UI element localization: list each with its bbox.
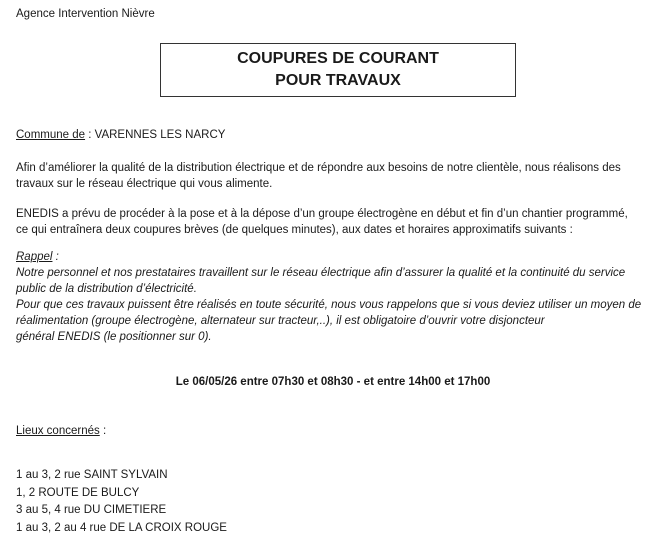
commune-label: Commune de [16, 129, 86, 141]
rappel-line-1: Notre personnel et nos prestataires travaillent sur le réseau électrique afin d’assurer la qualité et la continuité du service [16, 267, 626, 279]
rappel-label: Rappel [16, 251, 53, 263]
rappel-line-5: général ENEDIS (le positionner sur 0). [16, 331, 212, 343]
rappel-suffix: : [52, 251, 59, 263]
enedis-line-1: ENEDIS a prévu de procéder à la pose et à la dépose d’un groupe électrogène en début et fin d’un chantier programmé, [16, 208, 628, 220]
intro-line-1: Afin d’améliorer la qualité de la distribution électrique et de répondre aux besoins de notre clientèle, nous réalisons des [16, 162, 621, 174]
intro-line-2: travaux sur le réseau électrique qui vous alimente. [16, 178, 273, 190]
title-line-2: POUR TRAVAUX [275, 72, 401, 89]
locations-suffix: : [99, 425, 107, 437]
rappel-heading [16, 249, 646, 265]
commune-line [16, 127, 646, 143]
locations-label: Lieux concernés [16, 425, 100, 437]
title-line-1: COUPURES DE COURANT [237, 50, 439, 67]
title-box [160, 43, 516, 97]
rappel-line-3: Pour que ces travaux puissent être réalisés en toute sécurité, nous vous rappelons que si vous deviez utiliser un moyen de [16, 299, 642, 311]
enedis-paragraph [16, 206, 646, 238]
schedule: Le 06/05/26 entre 07h30 et 08h30 - et entre 14h00 et 17h00 [175, 376, 491, 388]
list-item: 1 au 3, 2 au 4 rue DE LA CROIX ROUGE [16, 521, 227, 534]
list-item: 3 au 5, 4 rue DU CIMETIERE [16, 504, 167, 516]
rappel-block [16, 249, 646, 345]
locations-list [16, 467, 227, 537]
commune-value: : VARENNES LES NARCY [85, 129, 226, 141]
rappel-line-4: réalimentation (groupe électrogène, alternateur sur tracteur,..), il est obligatoire d’ouvrir votre disjoncteur [16, 315, 545, 327]
list-item: 1, 2 ROUTE DE BULCY [16, 486, 140, 499]
locations-heading [16, 423, 646, 439]
rappel-line-2: public de la distribution d’électricité. [16, 283, 197, 295]
agency-name: Agence Intervention Nièvre [16, 8, 155, 20]
enedis-line-2: ce qui entraînera deux coupures brèves (de quelques minutes), aux dates et horaires approximatifs suivants : [16, 224, 573, 236]
list-item: 1 au 3, 2 rue SAINT SYLVAIN [16, 469, 168, 481]
intro-paragraph [16, 160, 646, 192]
